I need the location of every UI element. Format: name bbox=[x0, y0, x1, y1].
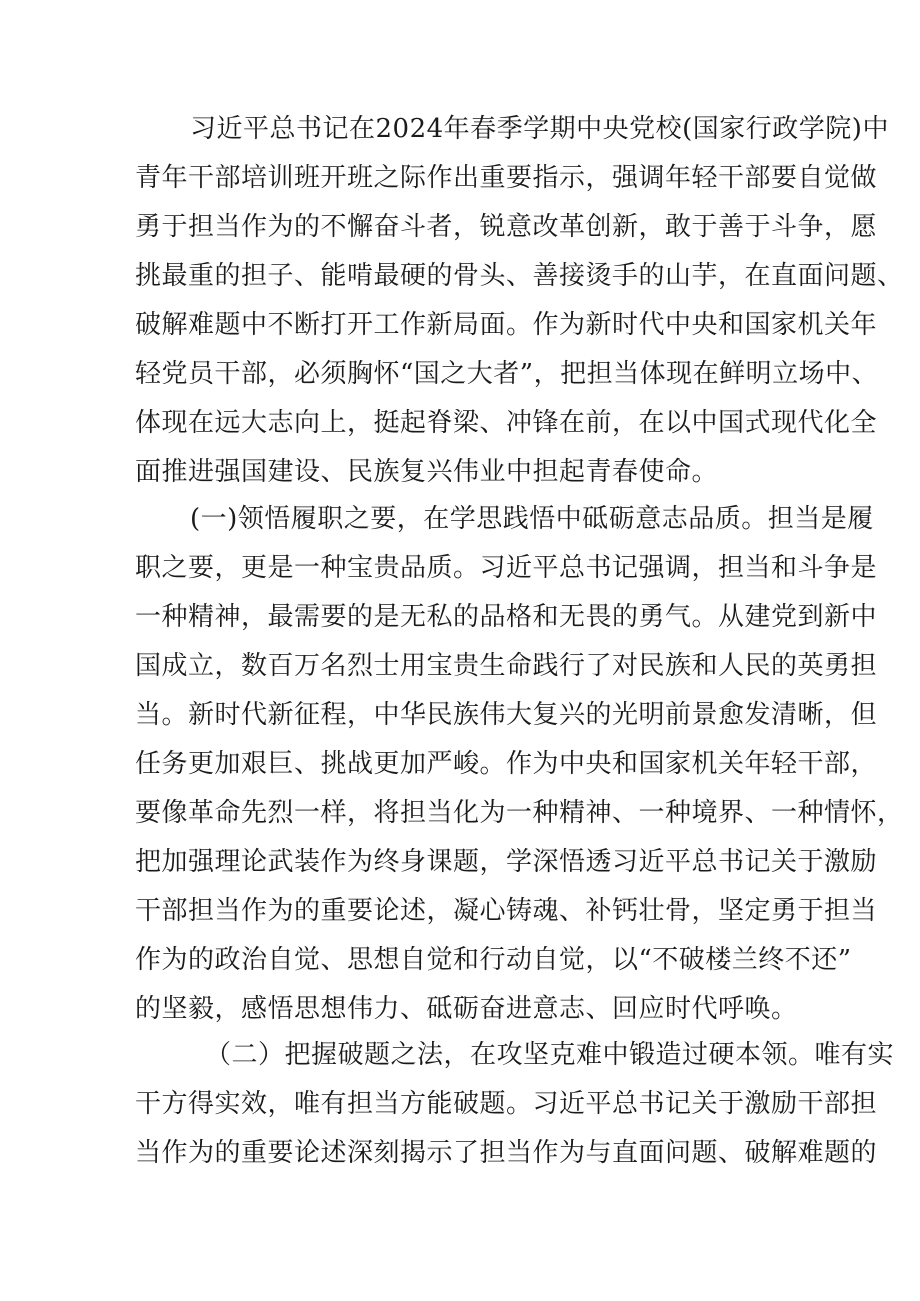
paragraph-line: 青年干部培训班开班之际作出重要指示，强调年轻干部要自觉做 bbox=[135, 163, 878, 193]
paragraph-line: 作为的政治自觉、思想自觉和行动自觉，以“不破楼兰终不还” bbox=[135, 945, 852, 975]
paragraph-line: 任务更加艰巨、挑战更加严峻。作为中央和国家机关年轻干部， bbox=[135, 749, 878, 779]
paragraph-line: 轻党员干部，必须胸怀“国之大者”，把担当体现在鲜明立场中、 bbox=[135, 359, 879, 389]
paragraph-line: 当作为的重要论述深刻揭示了担当作为与直面问题、破解难题的 bbox=[135, 1138, 878, 1168]
paragraph-line: (一)领悟履职之要，在学思践悟中砥砺意志品质。担当是履 bbox=[190, 504, 874, 534]
paragraph-line: 一种精神，最需要的是无私的品格和无畏的勇气。从建党到新中 bbox=[135, 602, 878, 632]
paragraph-line: 要像革命先烈一样，将担当化为一种精神、一种境界、一种情怀， bbox=[135, 798, 904, 828]
paragraph-line: 把加强理论武装作为终身课题，学深悟透习近平总书记关于激励 bbox=[135, 847, 878, 877]
paragraph-line: 干方得实效，唯有担当方能破题。习近平总书记关于激励干部担 bbox=[135, 1089, 878, 1119]
paragraph-line: 体现在远大志向上，挺起脊梁、冲锋在前，在以中国式现代化全 bbox=[135, 408, 878, 438]
paragraph-line: 国成立，数百万名烈士用宝贵生命践行了对民族和人民的英勇担 bbox=[135, 651, 878, 681]
paragraph-line: 当。新时代新征程，中华民族伟大复兴的光明前景愈发清晰，但 bbox=[135, 700, 878, 730]
paragraph-line: 破解难题中不断打开工作新局面。作为新时代中央和国家机关年 bbox=[135, 310, 878, 340]
paragraph-line: 的坚毅，感悟思想伟力、砥砺奋进意志、回应时代呼唤。 bbox=[135, 994, 798, 1024]
paragraph-line: （二）把握破题之法，在攻坚克难中锻造过硬本领。唯有实 bbox=[205, 1040, 895, 1070]
paragraph-line: 勇于担当作为的不懈奋斗者，锐意改革创新，敢于善于斗争，愿 bbox=[135, 212, 878, 242]
paragraph-line: 面推进强国建设、民族复兴伟业中担起青春使命。 bbox=[135, 457, 719, 487]
paragraph-line: 干部担当作为的重要论述，凝心铸魂、补钙壮骨，坚定勇于担当 bbox=[135, 896, 878, 926]
paragraph-line: 挑最重的担子、能啃最硬的骨头、善接烫手的山芋，在直面问题、 bbox=[135, 261, 904, 291]
paragraph-line: 职之要，更是一种宝贵品质。习近平总书记强调，担当和斗争是 bbox=[135, 553, 878, 583]
paragraph-line: 习近平总书记在2024年春季学期中央党校(国家行政学院)中 bbox=[190, 114, 889, 144]
